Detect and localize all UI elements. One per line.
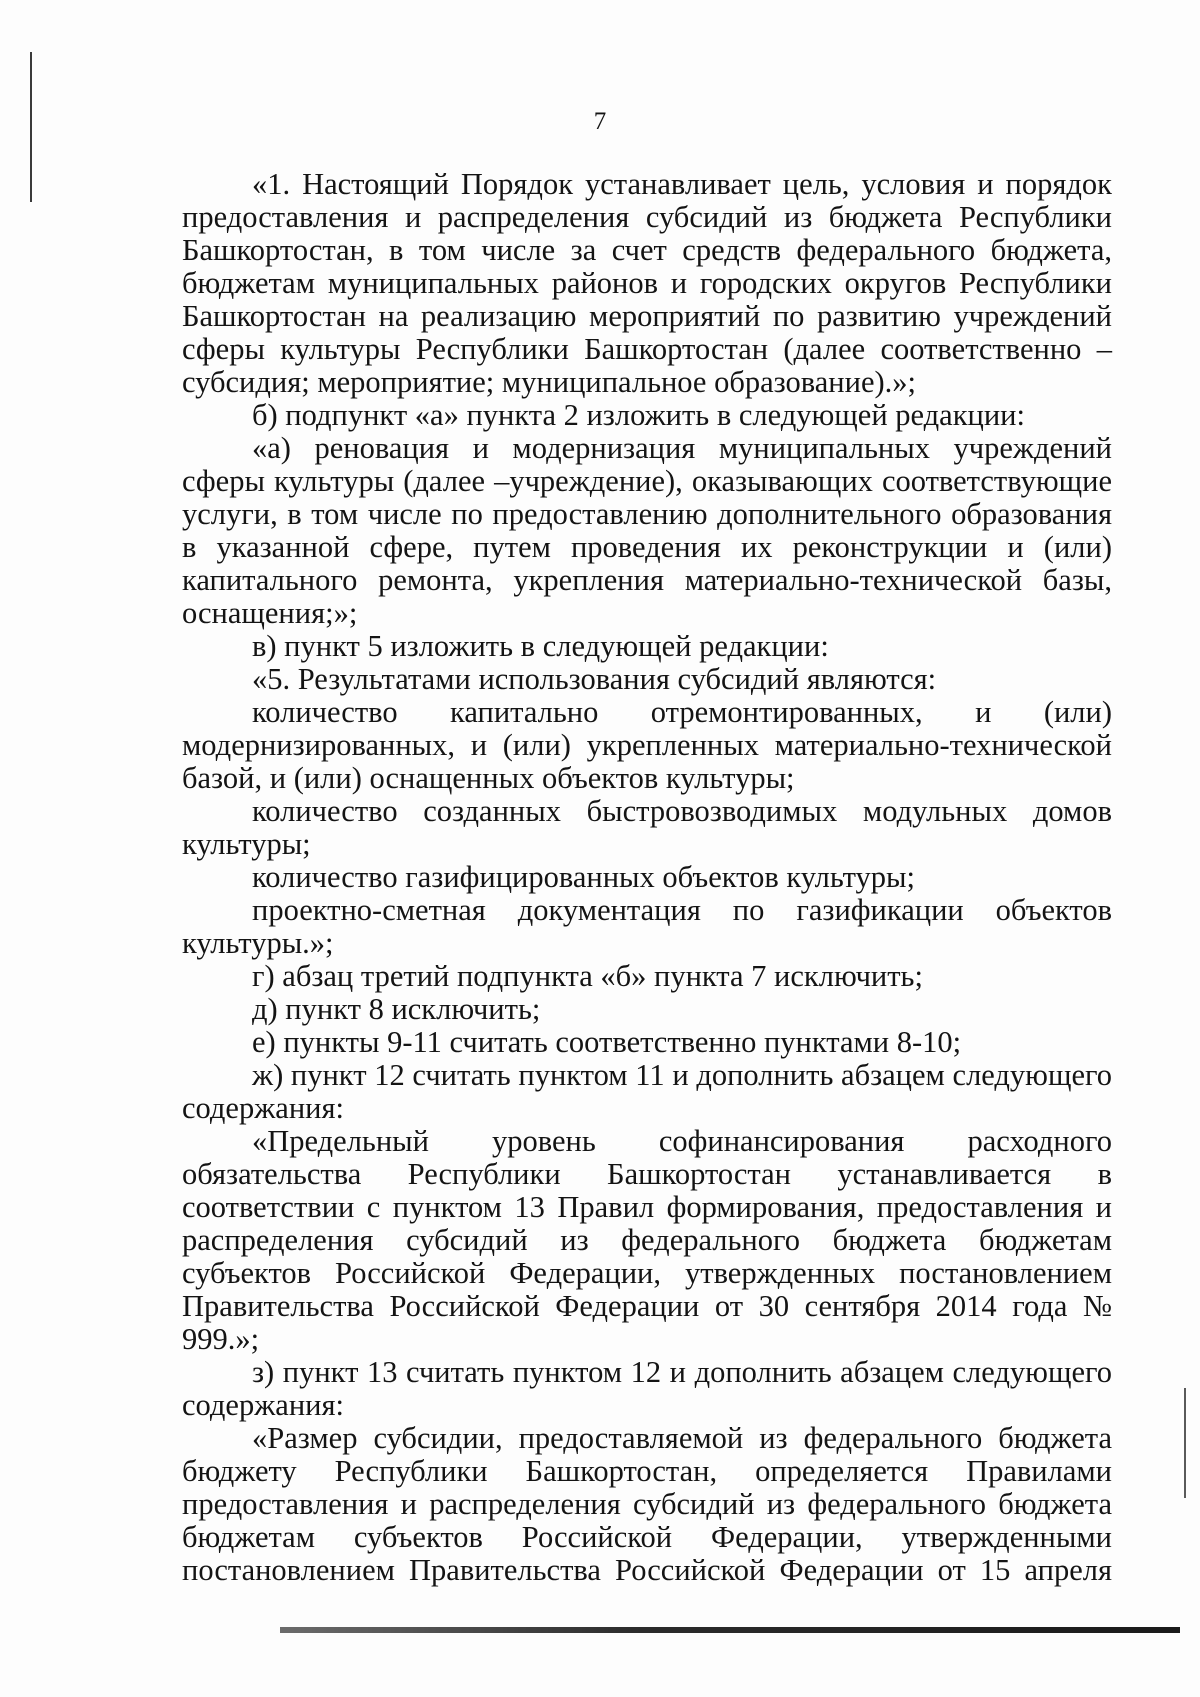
paragraph-amendment-v: в) пункт 5 изложить в следующей редакции: <box>252 629 829 663</box>
page-number: 7 <box>593 108 607 135</box>
paragraph-result-repaired: количество капитально отремонтированных, и (или) модернизированных, и (или) укрепленных материально-технической базой, и (или) оснащенных объектов культуры; <box>182 695 1112 795</box>
paragraph-amendment-zh: ж) пункт 12 считать пунктом 11 и дополнить абзацем следующего содержания: <box>182 1058 1112 1125</box>
document-body <box>182 168 1112 1587</box>
paragraph-subsidy-size: «Размер субсидии, предоставляемой из федерального бюджета бюджету Республики Башкортостан, определяется Правилами предоставления и распределения субсидий из федерального бюджета бюджетам субъектов Российской Федерации, утвержденными постановлением Правительства Российской Федерации от 15 апреля <box>182 1421 1112 1587</box>
bottom-rule <box>280 1627 1180 1633</box>
paragraph-amendment-g: г) абзац третий подпункта «б» пункта 7 исключить; <box>252 959 923 993</box>
paragraph-result-design: проектно-сметная документация по газификации объектов культуры.»; <box>182 893 1112 960</box>
scan-edge-mark-right <box>1184 1388 1186 1498</box>
paragraph-amendment-e: е) пункты 9-11 считать соответственно пунктами 8-10; <box>252 1025 962 1059</box>
paragraph-result-modular: количество созданных быстровозводимых модульных домов культуры; <box>182 794 1112 861</box>
paragraph-result-gasified: количество газифицированных объектов культуры; <box>252 860 916 894</box>
paragraph-amendment-b: б) подпункт «а» пункта 2 изложить в следующей редакции: <box>252 398 1025 432</box>
paragraph-amendment-z: з) пункт 13 считать пунктом 12 и дополнить абзацем следующего содержания: <box>182 1355 1112 1422</box>
paragraph-subclause-a: «а) реновация и модернизация муниципальных учреждений сферы культуры (далее –учреждение), оказывающих соответствующие услуги, в том числе по предоставлению дополнительного образования в указанной сфере, путем проведения их реконструкции и (или) капитального ремонта, укрепления материально-технической базы, оснащения;»; <box>182 431 1112 630</box>
paragraph-amendment-d: д) пункт 8 исключить; <box>252 992 541 1026</box>
paragraph-clause-1: «1. Настоящий Порядок устанавливает цель, условия и порядок предоставления и распределения субсидий из бюджета Республики Башкортостан, в том числе за счет средств федерального бюджета, бюджетам муниципальных районов и городских округов Республики Башкортостан на реализацию мероприятий по развитию учреждений сферы культуры Республики Башкортостан (далее соответственно – субсидия; мероприятие; муниципальное образование).»; <box>182 167 1112 399</box>
paragraph-cofinancing-limit: «Предельный уровень софинансирования расходного обязательства Республики Башкортостан устанавливается в соответствии с пунктом 13 Правил формирования, предоставления и распределения субсидий из федерального бюджета бюджетам субъектов Российской Федерации, утвержденных постановлением Правительства Российской Федерации от 30 сентября 2014 года № 999.»; <box>182 1124 1112 1356</box>
paragraph-clause-5: «5. Результатами использования субсидий являются: <box>252 662 937 696</box>
